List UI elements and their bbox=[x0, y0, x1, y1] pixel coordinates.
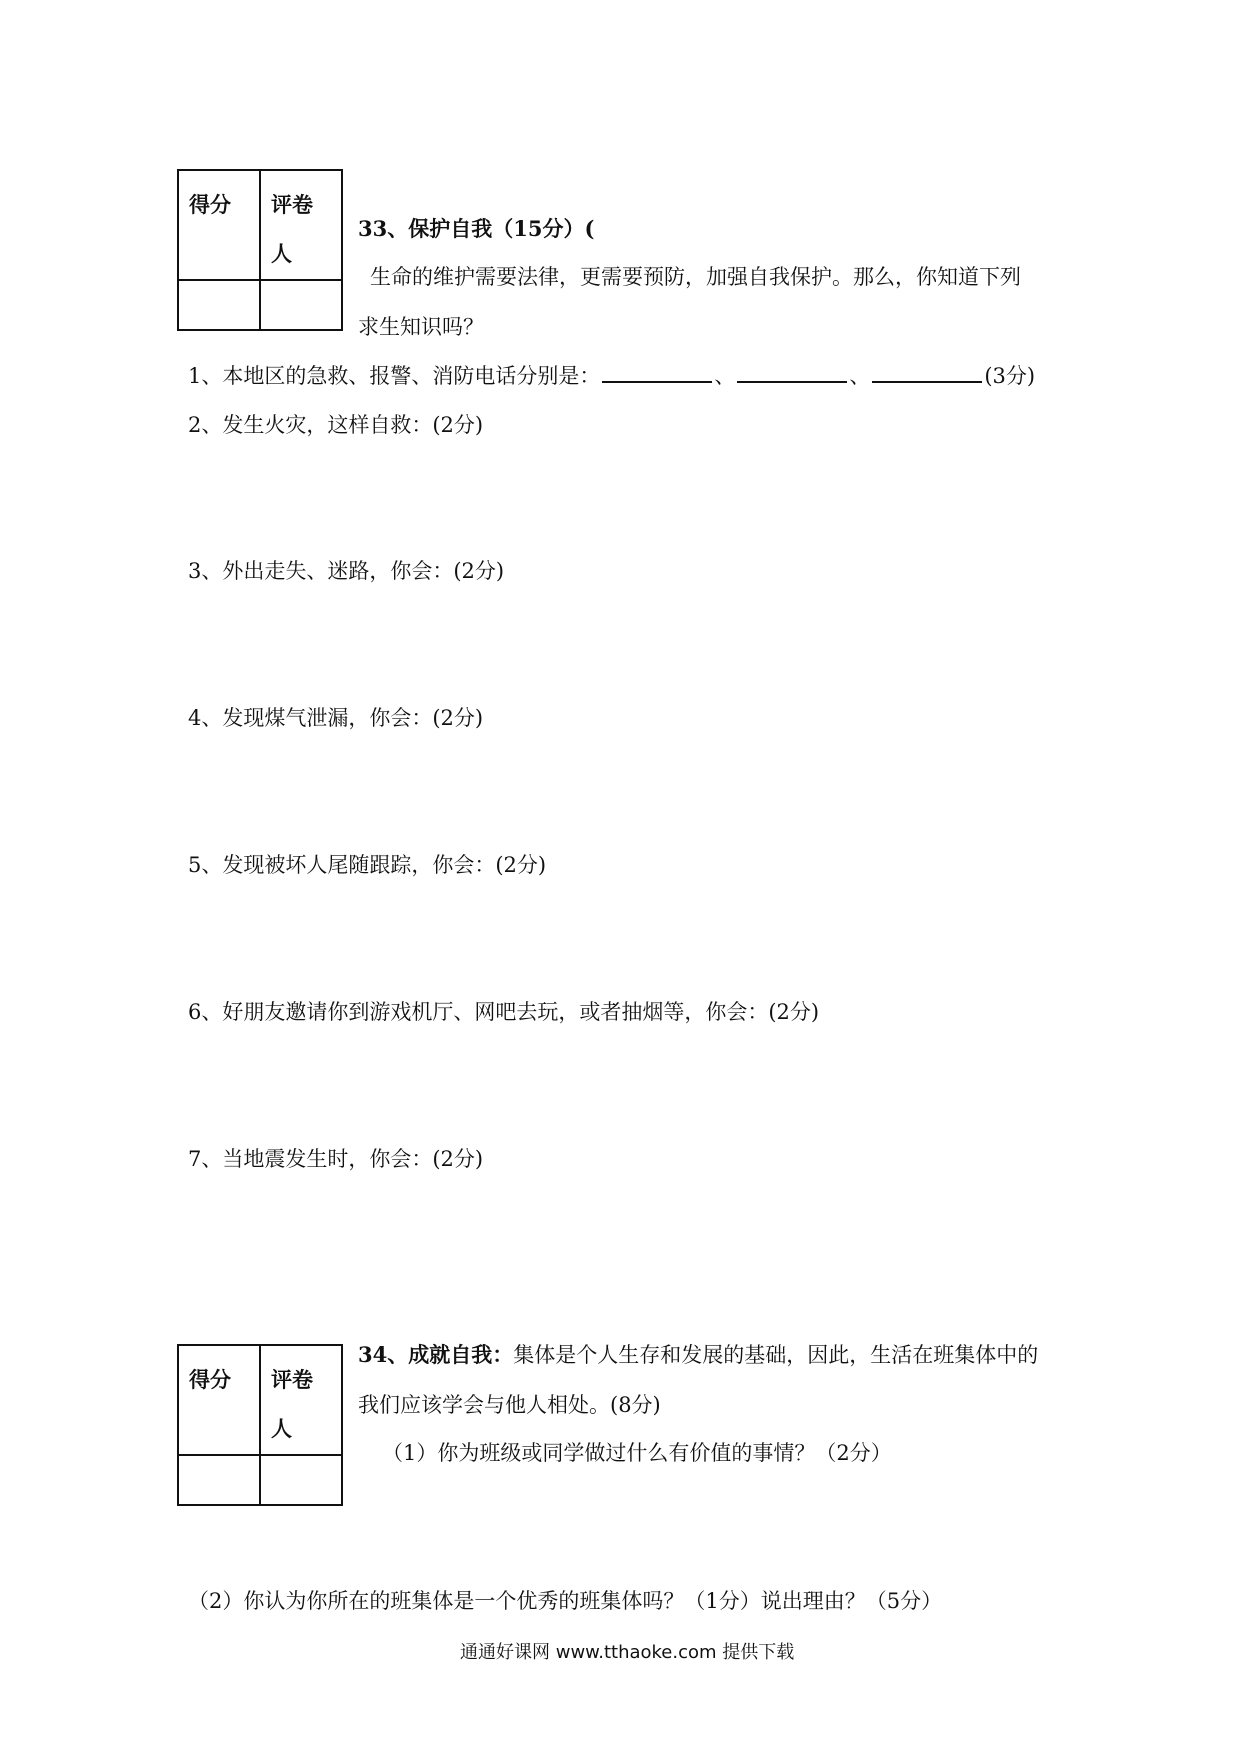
q34-sub-2: （2）你认为你所在的班集体是一个优秀的班集体吗？（1分）说出理由？（5分） bbox=[188, 1589, 943, 1613]
grader-input-cell[interactable] bbox=[260, 280, 342, 330]
grader-header-cell bbox=[260, 1345, 342, 1455]
q33-item-1: 1、本地区的急救、报警、消防电话分别是： 、 、 (3分) bbox=[188, 364, 1036, 388]
q34-intro-line-2: 我们应该学会与他人相处。(8分) bbox=[358, 1393, 661, 1417]
grader-label: 评卷 人 bbox=[271, 193, 313, 266]
score-box-1 bbox=[177, 169, 343, 331]
footer-credit: 通通好课网 www.tthaoke.com 提供下载 bbox=[460, 1642, 795, 1663]
score-header-cell bbox=[178, 1345, 260, 1455]
fire-blank[interactable] bbox=[872, 363, 982, 383]
score-input-cell[interactable] bbox=[178, 280, 260, 330]
q33-intro-line-1: 生命的维护需要法律，更需要预防，加强自我保护。那么，你知道下列 bbox=[370, 265, 1021, 289]
q33-item-3: 3、外出走失、迷路，你会：(2分) bbox=[188, 559, 505, 583]
emergency-blank[interactable] bbox=[602, 363, 712, 383]
q33-item-4: 4、发现煤气泄漏，你会：(2分) bbox=[188, 706, 484, 730]
score-label: 得分 bbox=[189, 1368, 231, 1392]
grader-label: 评卷 人 bbox=[271, 1368, 313, 1441]
score-box-2 bbox=[177, 1344, 343, 1506]
q33-item-6: 6、好朋友邀请你到游戏机厅、网吧去玩，或者抽烟等，你会：(2分) bbox=[188, 1000, 820, 1024]
q34-intro-line-1: 34、成就自我：集体是个人生存和发展的基础，因此，生活在班集体中的 bbox=[358, 1342, 1039, 1367]
score-input-cell[interactable] bbox=[178, 1455, 260, 1505]
grader-header-cell bbox=[260, 170, 342, 280]
q33-item-5: 5、发现被坏人尾随跟踪，你会：(2分) bbox=[188, 853, 547, 877]
score-label: 得分 bbox=[189, 193, 231, 217]
q33-item-2: 2、发生火灾，这样自救：(2分) bbox=[188, 413, 484, 437]
grader-input-cell[interactable] bbox=[260, 1455, 342, 1505]
item-1-text: 1、本地区的急救、报警、消防电话分别是： bbox=[188, 364, 601, 388]
q33-intro-line-2: 求生知识吗？ bbox=[358, 315, 484, 339]
q34-sub-1: （1）你为班级或同学做过什么有价值的事情？（2分） bbox=[382, 1441, 892, 1465]
q34-title: 34、成就自我： bbox=[358, 1342, 514, 1367]
q33-title: 33、保护自我（15分）( bbox=[358, 216, 595, 241]
score-header-cell bbox=[178, 170, 260, 280]
police-blank[interactable] bbox=[737, 363, 847, 383]
q33-item-7: 7、当地震发生时，你会：(2分) bbox=[188, 1147, 484, 1171]
